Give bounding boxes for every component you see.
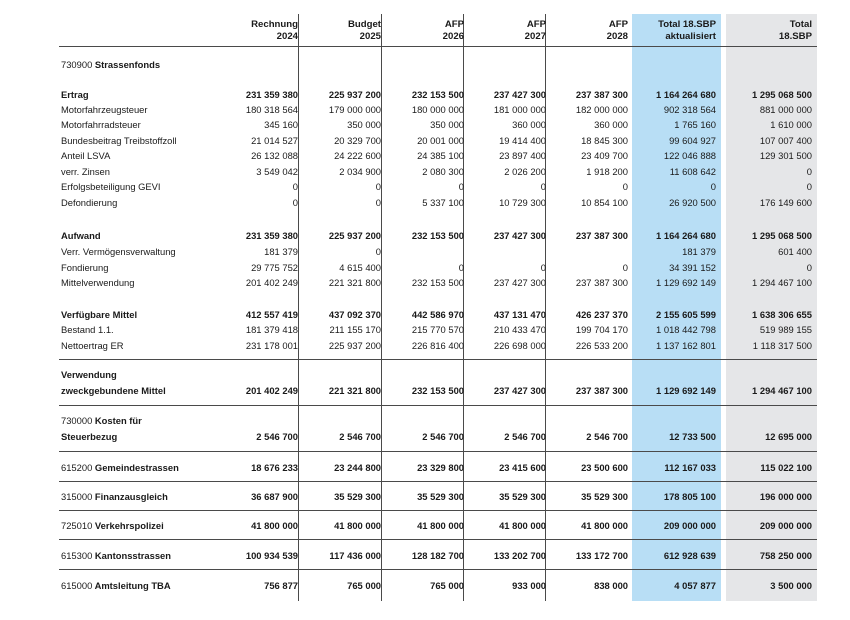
header-total-updated: Total 18.SBP aktualisiert [658,19,716,42]
row-verwendung-label: Verwendung [61,369,117,380]
section-rule [59,481,817,482]
row-ertrag-total: Ertrag 231 359 380 225 937 200 232 153 500 237 427 300 237 387 300 1 164 264 680 1 295 068 500 [61,89,812,100]
table-row: Erfolgsbeteiligung GEVI 0 0 0 0 0 0 0 [61,181,812,192]
header-afp-2027: AFP 2027 [524,19,546,42]
row-kosten-label: 730000 Kosten für [61,415,142,426]
row-verkehrspolizei: 725010 Verkehrspolizei 41 800 000 41 800 000 41 800 000 41 800 000 41 800 000 209 000 000 209 000 000 [61,520,812,531]
table-row: Bundesbeitrag Treibstoffzoll 21 014 527 20 329 700 20 001 000 19 414 400 18 845 300 99 604 927 107 007 400 [61,135,812,146]
row-verfuegbare-mittel-total: Verfügbare Mittel 412 557 419 437 092 370 442 586 970 437 131 470 426 237 370 2 155 605 599 1 638 306 655 [61,309,812,320]
section-rule [59,451,817,452]
table-row: Nettoertrag ER 231 178 001 225 937 200 226 816 400 226 698 000 226 533 200 1 137 162 801 1 118 317 500 [61,340,812,351]
row-gemeindestrassen: 615200 Gemeindestrassen 18 676 233 23 244 800 23 329 800 23 415 600 23 500 600 112 167 033 115 022 100 [61,462,812,473]
table-row: verr. Zinsen 3 549 042 2 034 900 2 080 300 2 026 200 1 918 200 11 608 642 0 [61,166,812,177]
row-finanzausgleich: 315000 Finanzausgleich 36 687 900 35 529 300 35 529 300 35 529 300 35 529 300 178 805 100 196 000 000 [61,491,812,502]
section-rule [59,405,817,406]
table-row: Motorfahrradsteuer 345 160 350 000 350 000 360 000 360 000 1 765 160 1 610 000 [61,119,812,130]
table-row: Anteil LSVA 26 132 088 24 222 600 24 385 100 23 897 400 23 409 700 122 046 888 129 301 500 [61,150,812,161]
table-row: Verr. Vermögensverwaltung 181 379 0 181 379 601 400 [61,246,812,257]
table-row: Mittelverwendung 201 402 249 221 321 800 232 153 500 237 427 300 237 387 300 1 129 692 149 1 294 467 100 [61,277,812,288]
section-rule [59,510,817,511]
table-row: Bestand 1.1. 181 379 418 211 155 170 215 770 570 210 433 470 199 704 170 1 018 442 798 519 989 155 [61,324,812,335]
table-row: Fondierung 29 775 752 4 615 400 0 0 0 34 391 152 0 [61,262,812,273]
header-total-sbp: Total 18.SBP [778,19,812,42]
table-row: Defondierung 0 0 5 337 100 10 729 300 10 854 100 26 920 500 176 149 600 [61,197,812,208]
section-rule [59,359,817,360]
row-amtsleitung-tba: 615000 Amtsleitung TBA 756 877 765 000 765 000 933 000 838 000 4 057 877 3 500 000 [61,580,812,591]
row-verwendung-total: zweckgebundene Mittel 201 402 249 221 321 800 232 153 500 237 427 300 237 387 300 1 129 692 149 1 294 467 100 [61,385,812,396]
table-row: Motorfahrzeugsteuer 180 318 564 179 000 000 180 000 000 181 000 000 182 000 000 902 318 564 881 000 000 [61,104,812,115]
header-rechnung-2024: Rechnung 2024 [251,19,298,42]
section-strassenfonds: 730900 Strassenfonds [61,59,161,70]
section-rule [59,539,817,540]
row-kosten-steuerbezug: Steuerbezug 2 546 700 2 546 700 2 546 700 2 546 700 2 546 700 12 733 500 12 695 000 [61,431,812,442]
row-kantonsstrassen: 615300 Kantonsstrassen 100 934 539 117 436 000 128 182 700 133 202 700 133 172 700 612 928 639 758 250 000 [61,550,812,561]
header-afp-2028: AFP 2028 [606,19,628,42]
header-rule [59,46,817,47]
section-rule [59,569,817,570]
row-aufwand-total: Aufwand 231 359 380 225 937 200 232 153 500 237 427 300 237 387 300 1 164 264 680 1 295 068 500 [61,230,812,241]
header-afp-2026: AFP 2026 [442,19,464,42]
header-budget-2025: Budget 2025 [347,19,381,42]
